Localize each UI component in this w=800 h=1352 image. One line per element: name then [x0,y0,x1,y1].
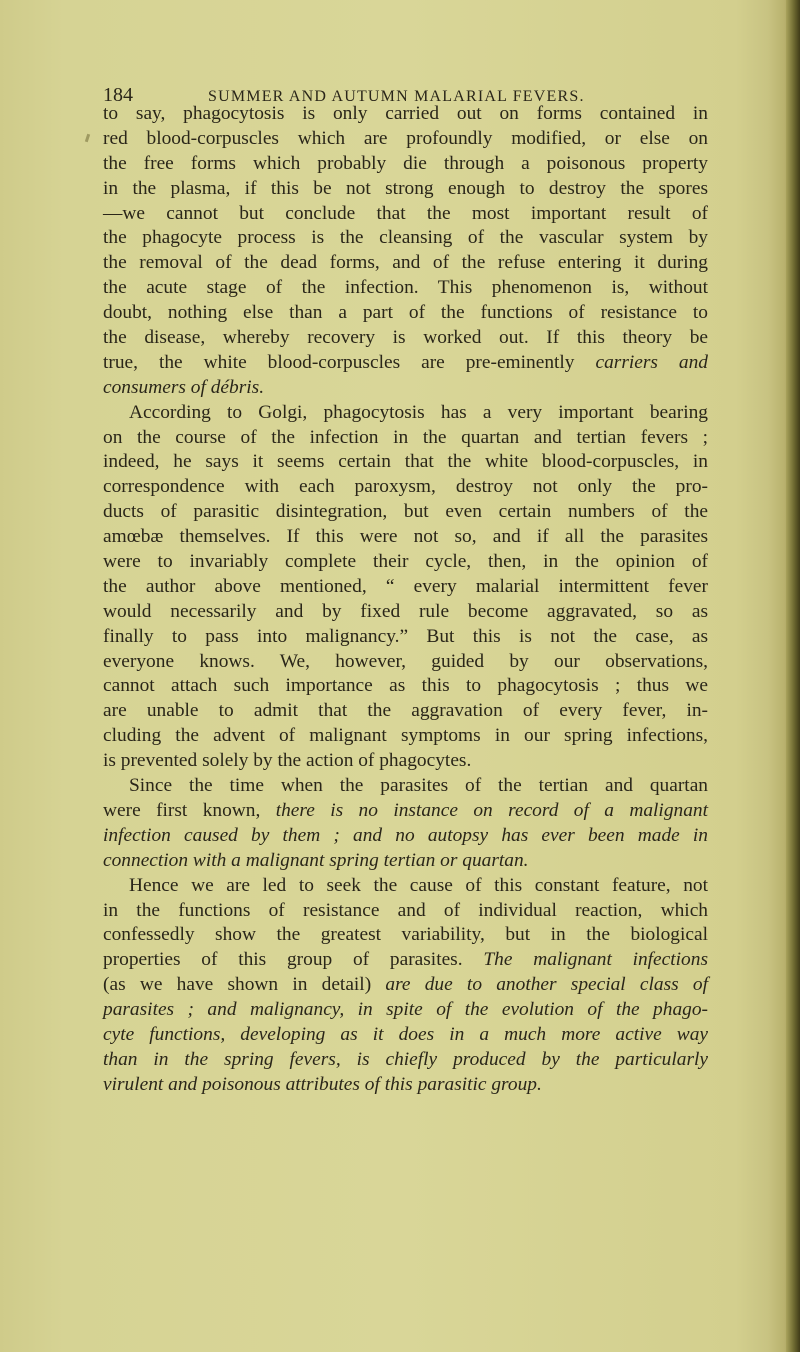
text-line [103,749,708,774]
text-line [103,525,708,550]
roman-text: amœbæ themselves. If this were not so, and if all the parasites [103,526,708,548]
roman-text: ducts of parasitic disintegration, but even certain numbers of the [103,501,708,523]
roman-text: cannot attach such importance as this to phagocytosis ; thus we [103,675,708,697]
roman-text: properties of this group of parasites. [103,949,484,971]
italic-text: parasites ; and malignancy, in spite of the evolution of the phago- [103,999,708,1021]
page-number: 184 [103,84,133,106]
text-line [103,500,708,525]
text-line [103,1073,708,1098]
body-text [103,102,708,1098]
roman-text: correspondence with each paroxysm, destroy not only the pro- [103,476,708,498]
roman-text: were first known, [103,799,276,821]
running-title: SUMMER AND AUTUMN MALARIAL FEVERS. [208,88,585,105]
text-line [103,948,708,973]
text-line [103,401,708,426]
roman-text: According to Golgi, phagocytosis has a very important bearing [129,401,708,423]
text-line [103,973,708,998]
italic-text: connection with a malignant spring tertian or quartan. [103,849,529,871]
text-line [103,1023,708,1048]
book-spine-shadow [786,0,800,1352]
roman-text: confessedly show the greatest variability, but in the biological [103,924,708,946]
text-line [103,998,708,1023]
roman-text: in the plasma, if this be not strong enough to destroy the spores [103,177,708,199]
roman-text: are unable to admit that the aggravation of every fever, in- [103,700,708,722]
text-line [103,550,708,575]
text-line [103,450,708,475]
roman-text: finally to pass into malignancy.” But this is not the case, as [103,625,708,647]
italic-text: are due to another special class of [385,974,708,996]
text-line [103,351,708,376]
roman-text: red blood-corpuscles which are profoundly modified, or else on [103,127,708,149]
text-line [103,202,708,227]
text-line [103,326,708,351]
text-line [103,923,708,948]
italic-text: virulent and poisonous attributes of this parasitic group. [103,1073,542,1095]
text-line [103,152,708,177]
roman-text: the phagocyte process is the cleansing of the vascular system by [103,227,708,249]
text-line [103,127,708,152]
text-line [103,674,708,699]
text-line [103,301,708,326]
text-line [103,177,708,202]
margin-mark [85,134,90,143]
italic-text: The malignant infections [483,949,708,971]
roman-text: were to invariably complete their cycle, then, in the opinion of [103,551,708,573]
text-line [103,575,708,600]
italic-text: infection caused by them ; and no autopsy has ever been made in [103,824,708,846]
italic-text: carriers and [595,351,709,373]
text-line [103,650,708,675]
text-line [103,874,708,899]
italic-text: consumers of débris. [103,376,265,398]
roman-text: to say, phagocytosis is only carried out on forms contained in [103,103,708,124]
italic-text: than in the spring fevers, is chiefly produced by the particularly [103,1048,708,1070]
roman-text: the author above mentioned, “ every malarial intermittent fever [103,575,708,597]
roman-text: —we cannot but conclude that the most important result of [103,202,708,224]
text-line [103,475,708,500]
text-line [103,849,708,874]
roman-text: cluding the advent of malignant symptoms in our spring infections, [103,725,708,747]
text-line [103,724,708,749]
roman-text: doubt, nothing else than a part of the functions of resistance to [103,302,708,324]
text-line [103,899,708,924]
text-line [103,824,708,849]
roman-text: would necessarily and by fixed rule become aggravated, so as [103,600,708,622]
roman-text: the removal of the dead forms, and of the refuse entering it during [103,252,708,274]
italic-text: there is no instance on record of a malignant [275,799,708,821]
text-line [103,699,708,724]
text-line [103,376,708,401]
roman-text: everyone knows. We, however, guided by our observations, [103,650,708,672]
text-line [103,600,708,625]
text-line [103,625,708,650]
roman-text: indeed, he says it seems certain that the white blood-corpuscles, in [103,451,708,473]
text-line [103,102,708,127]
roman-text: the free forms which probably die through a poisonous property [103,152,708,174]
roman-text: Hence we are led to seek the cause of this constant feature, not [129,874,708,896]
roman-text: on the course of the infection in the quartan and tertian fevers ; [103,426,708,448]
text-line [103,426,708,451]
text-line [103,276,708,301]
italic-text: cyte functions, developing as it does in a much more active way [103,1023,708,1045]
roman-text: the disease, whereby recovery is worked out. If this theory be [103,327,708,349]
roman-text: (as we have shown in detail) [103,974,386,996]
text-line [103,1048,708,1073]
roman-text: true, the white blood-corpuscles are pre-eminently [103,351,596,373]
roman-text: is prevented solely by the action of phagocytes. [103,750,472,772]
roman-text: Since the time when the parasites of the tertian and quartan [129,775,708,797]
roman-text: in the functions of resistance and of individual reaction, which [103,899,708,921]
text-line [103,251,708,276]
text-line [103,774,708,799]
roman-text: the acute stage of the infection. This phenomenon is, without [103,277,708,299]
text-line [103,799,708,824]
text-line [103,226,708,251]
